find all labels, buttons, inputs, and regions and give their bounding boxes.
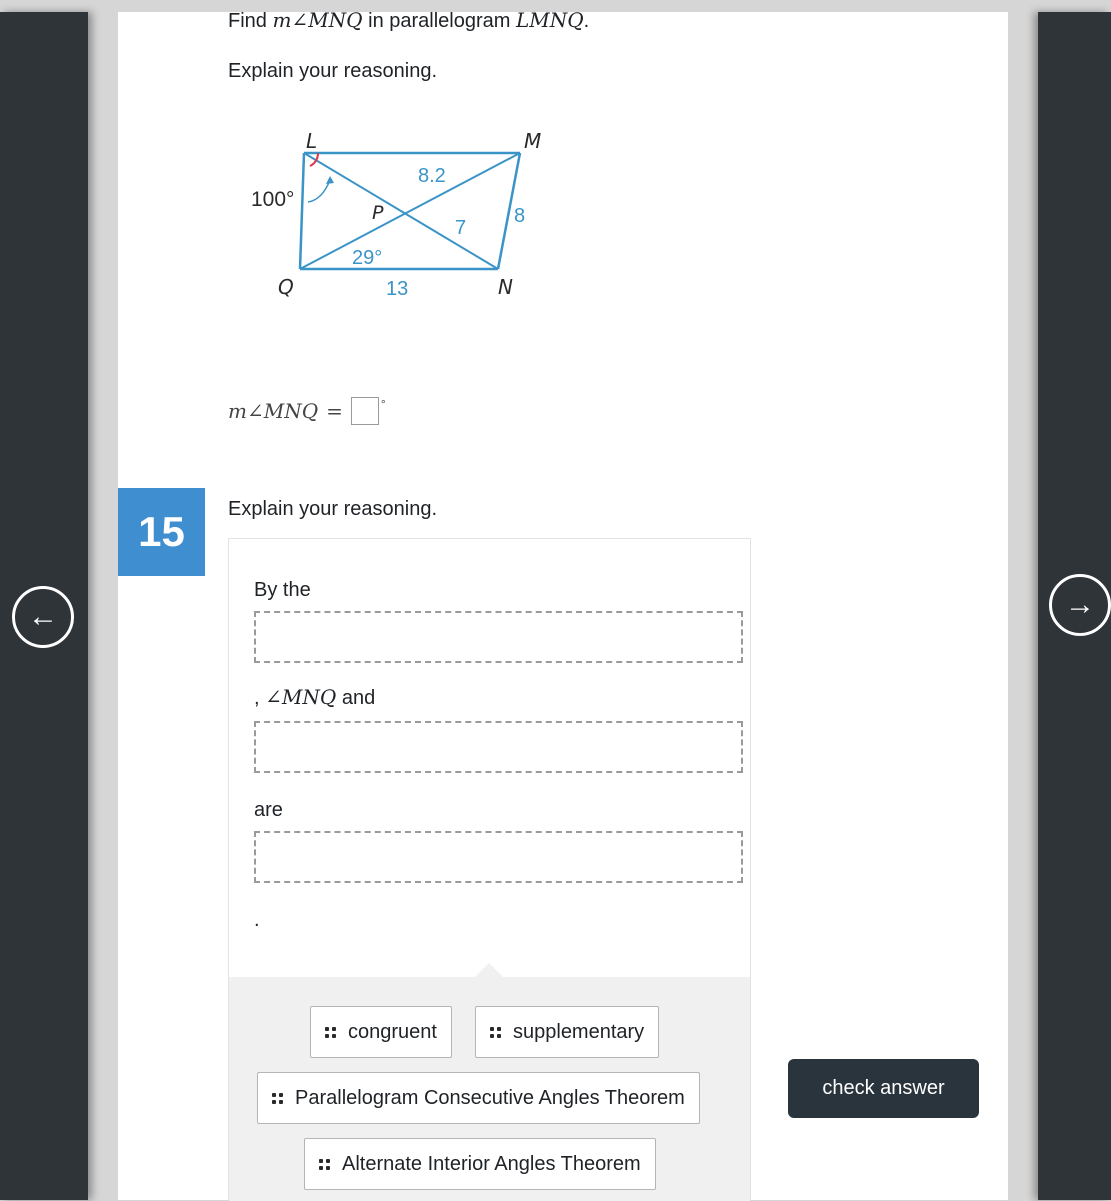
prompt-end: . — [583, 10, 590, 32]
prompt-shape: LMNQ — [516, 8, 584, 32]
vertex-q: Q — [278, 275, 294, 299]
label-side-qn: 13 — [386, 278, 409, 300]
label-angle-q: 29° — [352, 247, 383, 269]
drag-handle-icon — [325, 1027, 336, 1038]
prompt-angle: m∠MNQ — [272, 8, 363, 32]
chip-parallelogram-consecutive-angles-theorem[interactable] — [257, 1072, 700, 1124]
label-segment-pn: 7 — [455, 217, 467, 239]
chip-alternate-interior-angles-theorem[interactable] — [304, 1138, 656, 1190]
parallelogram-figure — [248, 120, 558, 305]
reasoning-label: Explain your reasoning. — [228, 498, 438, 520]
segment-angle: ∠MNQ — [265, 685, 337, 709]
prompt-prefix: Find — [228, 10, 273, 32]
drag-handle-icon — [490, 1027, 501, 1038]
vertex-n: N — [498, 275, 513, 299]
word-bank — [229, 977, 750, 1201]
degree-unit: ° — [380, 397, 386, 411]
vertex-p: P — [372, 202, 384, 224]
segment-comma: , — [254, 687, 260, 709]
answer-equation — [228, 397, 386, 425]
answer-lhs: m∠MNQ — [228, 399, 319, 423]
chip-label: Parallelogram Consecutive Angles Theorem — [295, 1086, 685, 1109]
label-side-mn: 8 — [514, 205, 526, 227]
chip-label: Alternate Interior Angles Theorem — [342, 1152, 641, 1175]
left-sidebar — [0, 12, 88, 1200]
chip-label: supplementary — [513, 1020, 645, 1043]
prompt-mid: in parallelogram — [362, 10, 516, 32]
label-side-lm: 8.2 — [418, 165, 446, 187]
drag-handle-icon — [319, 1159, 330, 1170]
bank-caret — [475, 963, 503, 977]
arrow-left-icon[interactable]: ← — [12, 586, 74, 648]
segment-angle-and — [254, 685, 375, 710]
label-angle-l: 100° — [251, 188, 295, 211]
vertex-l: L — [306, 129, 318, 153]
question-prompt — [228, 8, 589, 33]
explain-instruction: Explain your reasoning. — [228, 60, 438, 82]
answer-input[interactable] — [351, 397, 379, 425]
answer-equals: = — [326, 399, 343, 423]
check-answer-button[interactable]: check answer — [788, 1059, 979, 1118]
chip-label: congruent — [348, 1020, 437, 1043]
segment-are: are — [254, 799, 283, 821]
side-ql — [300, 153, 304, 269]
drop-zone-2[interactable] — [254, 721, 743, 773]
segment-by-the: By the — [254, 579, 311, 601]
drop-zone-3[interactable] — [254, 831, 743, 883]
pointer-arrowhead-icon — [326, 176, 334, 184]
vertex-m: M — [524, 129, 542, 153]
drop-zone-1[interactable] — [254, 611, 743, 663]
segment-period: . — [254, 909, 260, 931]
drag-handle-icon — [272, 1093, 283, 1104]
arrow-right-icon[interactable]: → — [1049, 574, 1111, 636]
chip-supplementary[interactable] — [475, 1006, 659, 1058]
reasoning-panel — [228, 538, 751, 1200]
segment-and: and — [341, 687, 376, 709]
question-number-badge: 15 — [118, 488, 205, 576]
chip-congruent[interactable] — [310, 1006, 452, 1058]
